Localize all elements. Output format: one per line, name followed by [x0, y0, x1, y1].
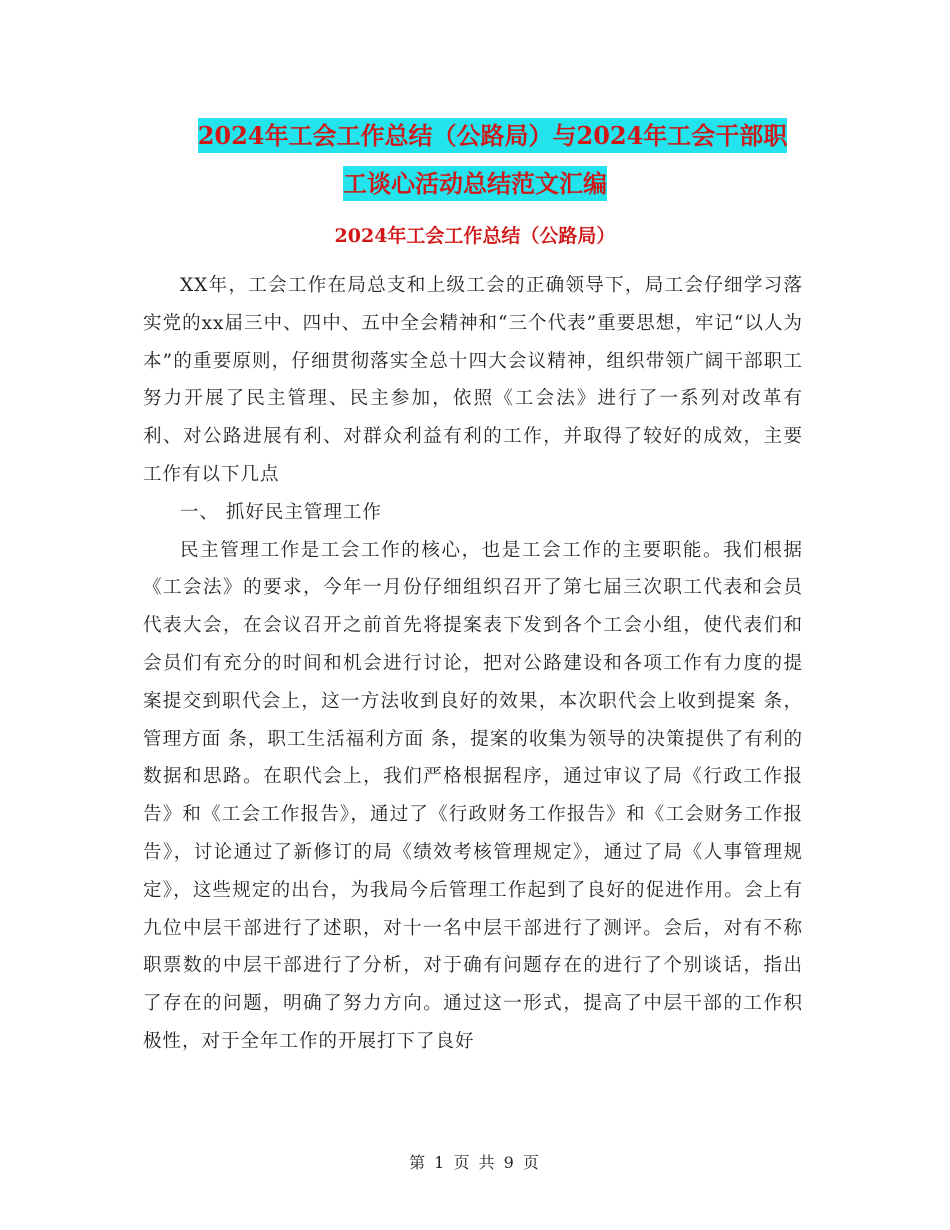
paragraph-intro: XX年，工会工作在局总支和上级工会的正确领导下，局工会仔细学习落实党的xx届三中、四中、五中全会精神和“三个代表”重要思想，牢记“以人为本”的重要原则，仔细贯彻落实全总十四大会议精神，组织带领广阔干部职工努力开展了民主管理、民主参加，依照《工会法》进行了一系列对改革有利、对公路进展有利、对群众利益有利的工作，并取得了较好的成效，主要工作有以下几点	[143, 275, 803, 485]
title-line-2: 工谈心活动总结范文汇编	[343, 166, 607, 201]
section-title: 2024年工会工作总结（公路局）	[334, 225, 616, 247]
body-text	[143, 267, 803, 1061]
document-title	[0, 112, 950, 208]
paragraph-democratic-management: 民主管理工作是工会工作的核心，也是工会工作的主要职能。我们根据《工会法》的要求，今年一月份仔细组织召开了第七届三次职工代表和会员代表大会，在会议召开之前首先将提案表下发到各个工会小组，使代表们和会员们有充分的时间和机会进行讨论，把对公路建设和各项工作有力度的提案提交到职代会上，这一方法收到良好的效果，本次职代会上收到提案 条，管理方面 条，职工生活福利方面 条，提案的收集为领导的决策提供了有利的数据和思路。在职代会上，我们严格根据程序，通过审议了局《行政工作报告》和《工会工作报告》，通过了《行政财务工作报告》和《工会财务工作报告》，讨论通过了新修订的局《绩效考核管理规定》，通过了局《人事管理规定》，这些规定的出台，为我局今后管理工作起到了良好的促进作用。会上有九位中层干部进行了述职，对十一名中层干部进行了测评。会后，对有不称职票数的中层干部进行了分析，对于确有问题存在的进行了个别谈话，指出了存在的问题，明确了努力方向。通过这一形式，提高了中层干部的工作积极性，对于全年工作的开展打下了良好	[143, 539, 803, 1052]
paragraph-heading: 一、 抓好民主管理工作	[180, 501, 382, 523]
page-footer: 第 1 页 共 9 页	[409, 1153, 541, 1172]
title-line-1: 2024年工会工作总结（公路局）与2024年工会干部职	[198, 118, 788, 153]
